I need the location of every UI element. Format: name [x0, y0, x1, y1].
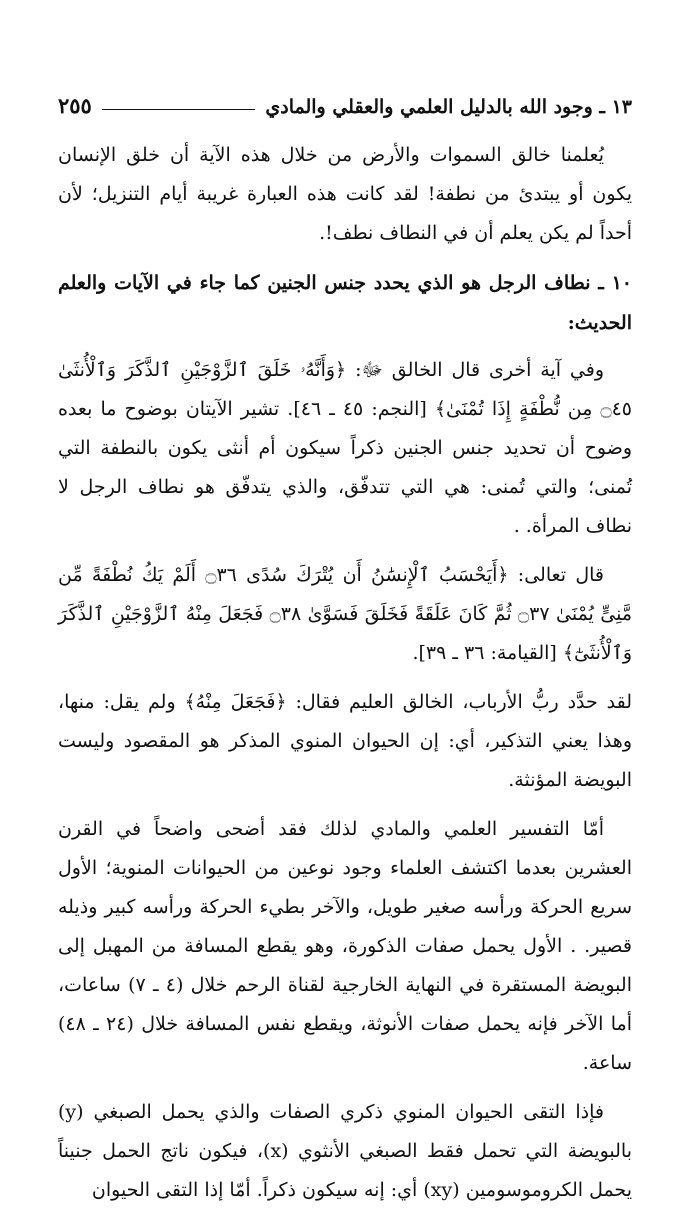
paragraph-2: وفي آية أخرى قال الخالق ﷻ: ﴿وَأَنَّهُۥ خَلَقَ ٱلزَّوْجَيْنِ ٱلذَّكَرَ وَٱلْأُنثَىٰ ۝٤٥ مِن نُّطْفَةٍ إِذَا تُمْنَىٰ﴾ [النجم: ٤٥ ـ ٤٦]. تشير الآيتان بوضوح ما بعده وضوح أن تحديد جنس الجنين ذكراً سيكون أم أنثى يكون بالنطفة التي تُمنى؛ والتي تُمنى: هي التي تتدفّق، والذي يتدفّق هو نطاف الرجل لا نطاف المرأة. .	[58, 359, 632, 537]
paragraph-6: فإذا التقى الحيوان المنوي ذكري الصفات والذي يحمل الصبغي (y) بالبويضة التي تحمل فقط الصبغي الأنثوي (x)، فيكون ناتج الحمل جنيناً يحمل الكروموسومين (xy) أي: إنه سيكون ذكراً. أمّا إذا التقى الحيوان	[58, 1101, 632, 1201]
page-number: ٢٥٥	[58, 93, 92, 118]
paragraph-4: لقد حدَّد ربُّ الأرباب، الخالق العليم فقال: ﴿فَجَعَلَ مِنْهُ﴾ ولم يقل: منها، وهذا يعني التذكير، أي: إن الحيوان المنوي المذكر هو المقصود وليست البويضة المؤنثة.	[58, 691, 632, 791]
paragraph-1: يُعلمنا خالق السموات والأرض من خلال هذه الآية أن خلق الإنسان يكون أو يبتدئ من نطفة! لقد كانت هذه العبارة غريبة أيام التنزيل؛ لأن أحداً لم يكن يعلم أن في النطاف نطف!.	[58, 144, 632, 244]
header-rule	[102, 109, 256, 110]
paragraph-5: أمّا التفسير العلمي والمادي لذلك فقد أضحى واضحاً في القرن العشرين بعدما اكتشف العلماء وجود نوعين من الحيوانات المنوية؛ الأول سريع الحركة ورأسه صغير طويل، والآخر بطيء الحركة ورأسه كبير وذيله قصير. . الأول يحمل صفات الذكورة، وهو يقطع المسافة من المهبل إلى البويضة المستقرة في النهاية الخارجية لقناة الرحم خلال (٤ ـ ٧) ساعات، أما الآخر فإنه يحمل صفات الأنوثة، ويقطع نفس المسافة خلال (٢٤ ـ ٤٨) ساعة.	[58, 818, 632, 1074]
chapter-title: ١٣ ـ وجود الله بالدليل العلمي والعقلي والمادي	[265, 96, 632, 118]
section-heading: ١٠ ـ نطاف الرجل هو الذي يحدد جنس الجنين كما جاء في الآيات والعلم الحديث:	[58, 272, 632, 334]
running-head	[58, 82, 632, 118]
paragraph-3: قال تعالى: ﴿أَيَحْسَبُ ٱلْإِنسَٰنُ أَن يُتْرَكَ سُدًى ۝٣٦ أَلَمْ يَكُ نُطْفَةً مِّن مَّنِىٍّ يُمْنَىٰ ۝٣٧ ثُمَّ كَانَ عَلَقَةً فَخَلَقَ فَسَوَّىٰ ۝٣٨ فَجَعَلَ مِنْهُ ٱلزَّوْجَيْنِ ٱلذَّكَرَ وَٱلْأُنثَىٰٓ﴾ [القيامة: ٣٦ ـ ٣٩].	[58, 564, 633, 664]
